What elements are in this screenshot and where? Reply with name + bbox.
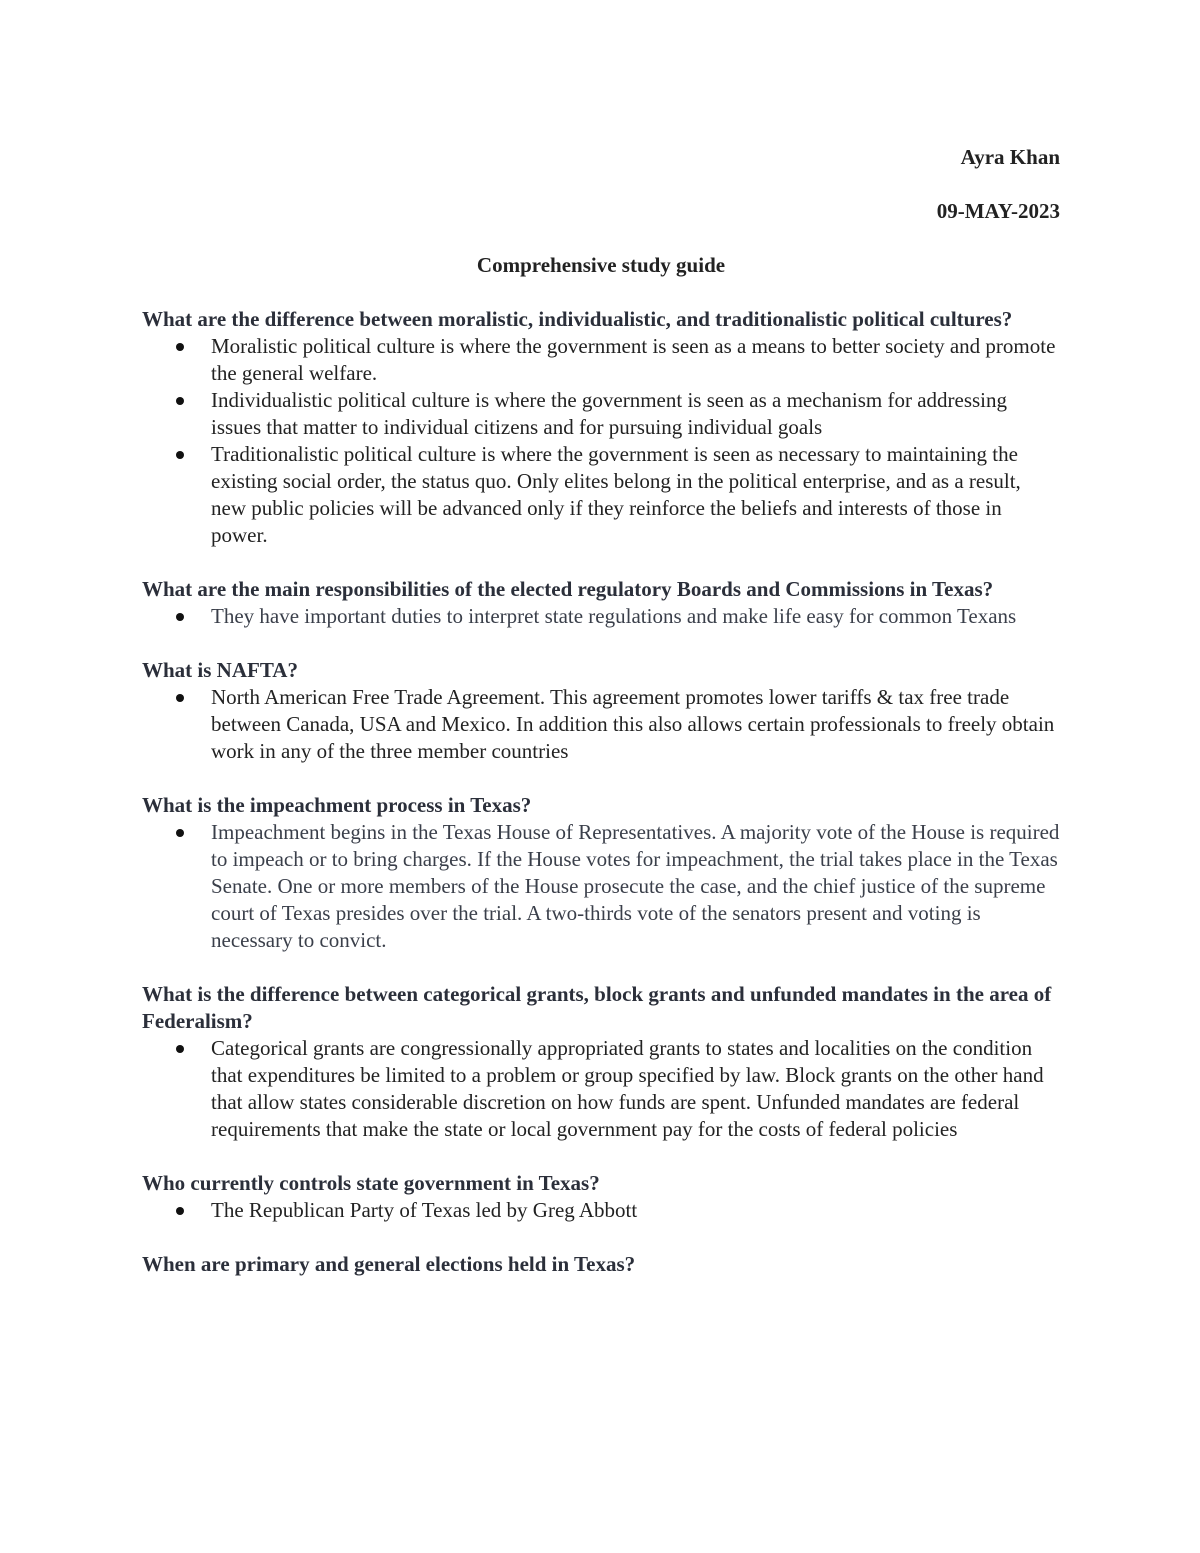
answer-list (142, 819, 1060, 954)
section-elections (142, 1251, 1060, 1278)
question-heading: What is the impeachment process in Texas? (142, 793, 532, 817)
answer-list (142, 603, 1060, 630)
question-heading: What are the difference between moralistic, individualistic, and traditionalistic political cultures? (142, 307, 1013, 331)
section-political-cultures (142, 306, 1060, 549)
section-state-control (142, 1170, 1060, 1224)
answer-list (142, 1197, 1060, 1224)
answer-list (142, 684, 1060, 765)
document-title: Comprehensive study guide (476, 253, 726, 277)
document-date: 09-MAY-2023 (936, 199, 1060, 223)
question-heading: What are the main responsibilities of the elected regulatory Boards and Commissions in Texas? (142, 577, 994, 601)
document-page (142, 140, 1060, 1278)
question-heading: What is the difference between categorical grants, block grants and unfunded mandates in the area of Federalism? (142, 982, 1052, 1033)
section-impeachment (142, 792, 1060, 954)
answer-item: They have important duties to interpret state regulations and make life easy for common Texans (142, 603, 1060, 630)
answer-item: Impeachment begins in the Texas House of Representatives. A majority vote of the House is required to impeach or to bring charges. If the House votes for impeachment, the trial takes place in the Texas Senate. One or more members of the House prosecute the case, and the chief justice of the supreme court of Texas presides over the trial. A two-thirds vote of the senators present and voting is necessary to convict. (142, 819, 1060, 954)
section-federalism-grants (142, 981, 1060, 1143)
question-heading: Who currently controls state government in Texas? (142, 1171, 600, 1195)
question-heading: What is NAFTA? (142, 658, 298, 682)
author-name: Ayra Khan (960, 145, 1060, 169)
answer-item: The Republican Party of Texas led by Greg Abbott (142, 1197, 1060, 1224)
answer-list (142, 333, 1060, 549)
answer-list (142, 1035, 1060, 1143)
answer-item: Moralistic political culture is where the government is seen as a means to better society and promote the general welfare. (142, 333, 1060, 387)
answer-item: Categorical grants are congressionally appropriated grants to states and localities on the condition that expenditures be limited to a problem or group specified by law. Block grants on the other hand that allow states considerable discretion on how funds are spent. Unfunded mandates are federal requirements that make the state or local government pay for the costs of federal policies (142, 1035, 1060, 1143)
question-heading: When are primary and general elections held in Texas? (142, 1252, 636, 1276)
section-boards-commissions (142, 576, 1060, 630)
answer-item: Individualistic political culture is where the government is seen as a mechanism for addressing issues that matter to individual citizens and for pursuing individual goals (142, 387, 1060, 441)
section-nafta (142, 657, 1060, 765)
answer-item: Traditionalistic political culture is where the government is seen as necessary to maintaining the existing social order, the status quo. Only elites belong in the political enterprise, and as a result, new public policies will be advanced only if they reinforce the beliefs and interests of those in power. (142, 441, 1060, 549)
answer-item: North American Free Trade Agreement. This agreement promotes lower tariffs & tax free trade between Canada, USA and Mexico. In addition this also allows certain professionals to freely obtain work in any of the three member countries (142, 684, 1060, 765)
